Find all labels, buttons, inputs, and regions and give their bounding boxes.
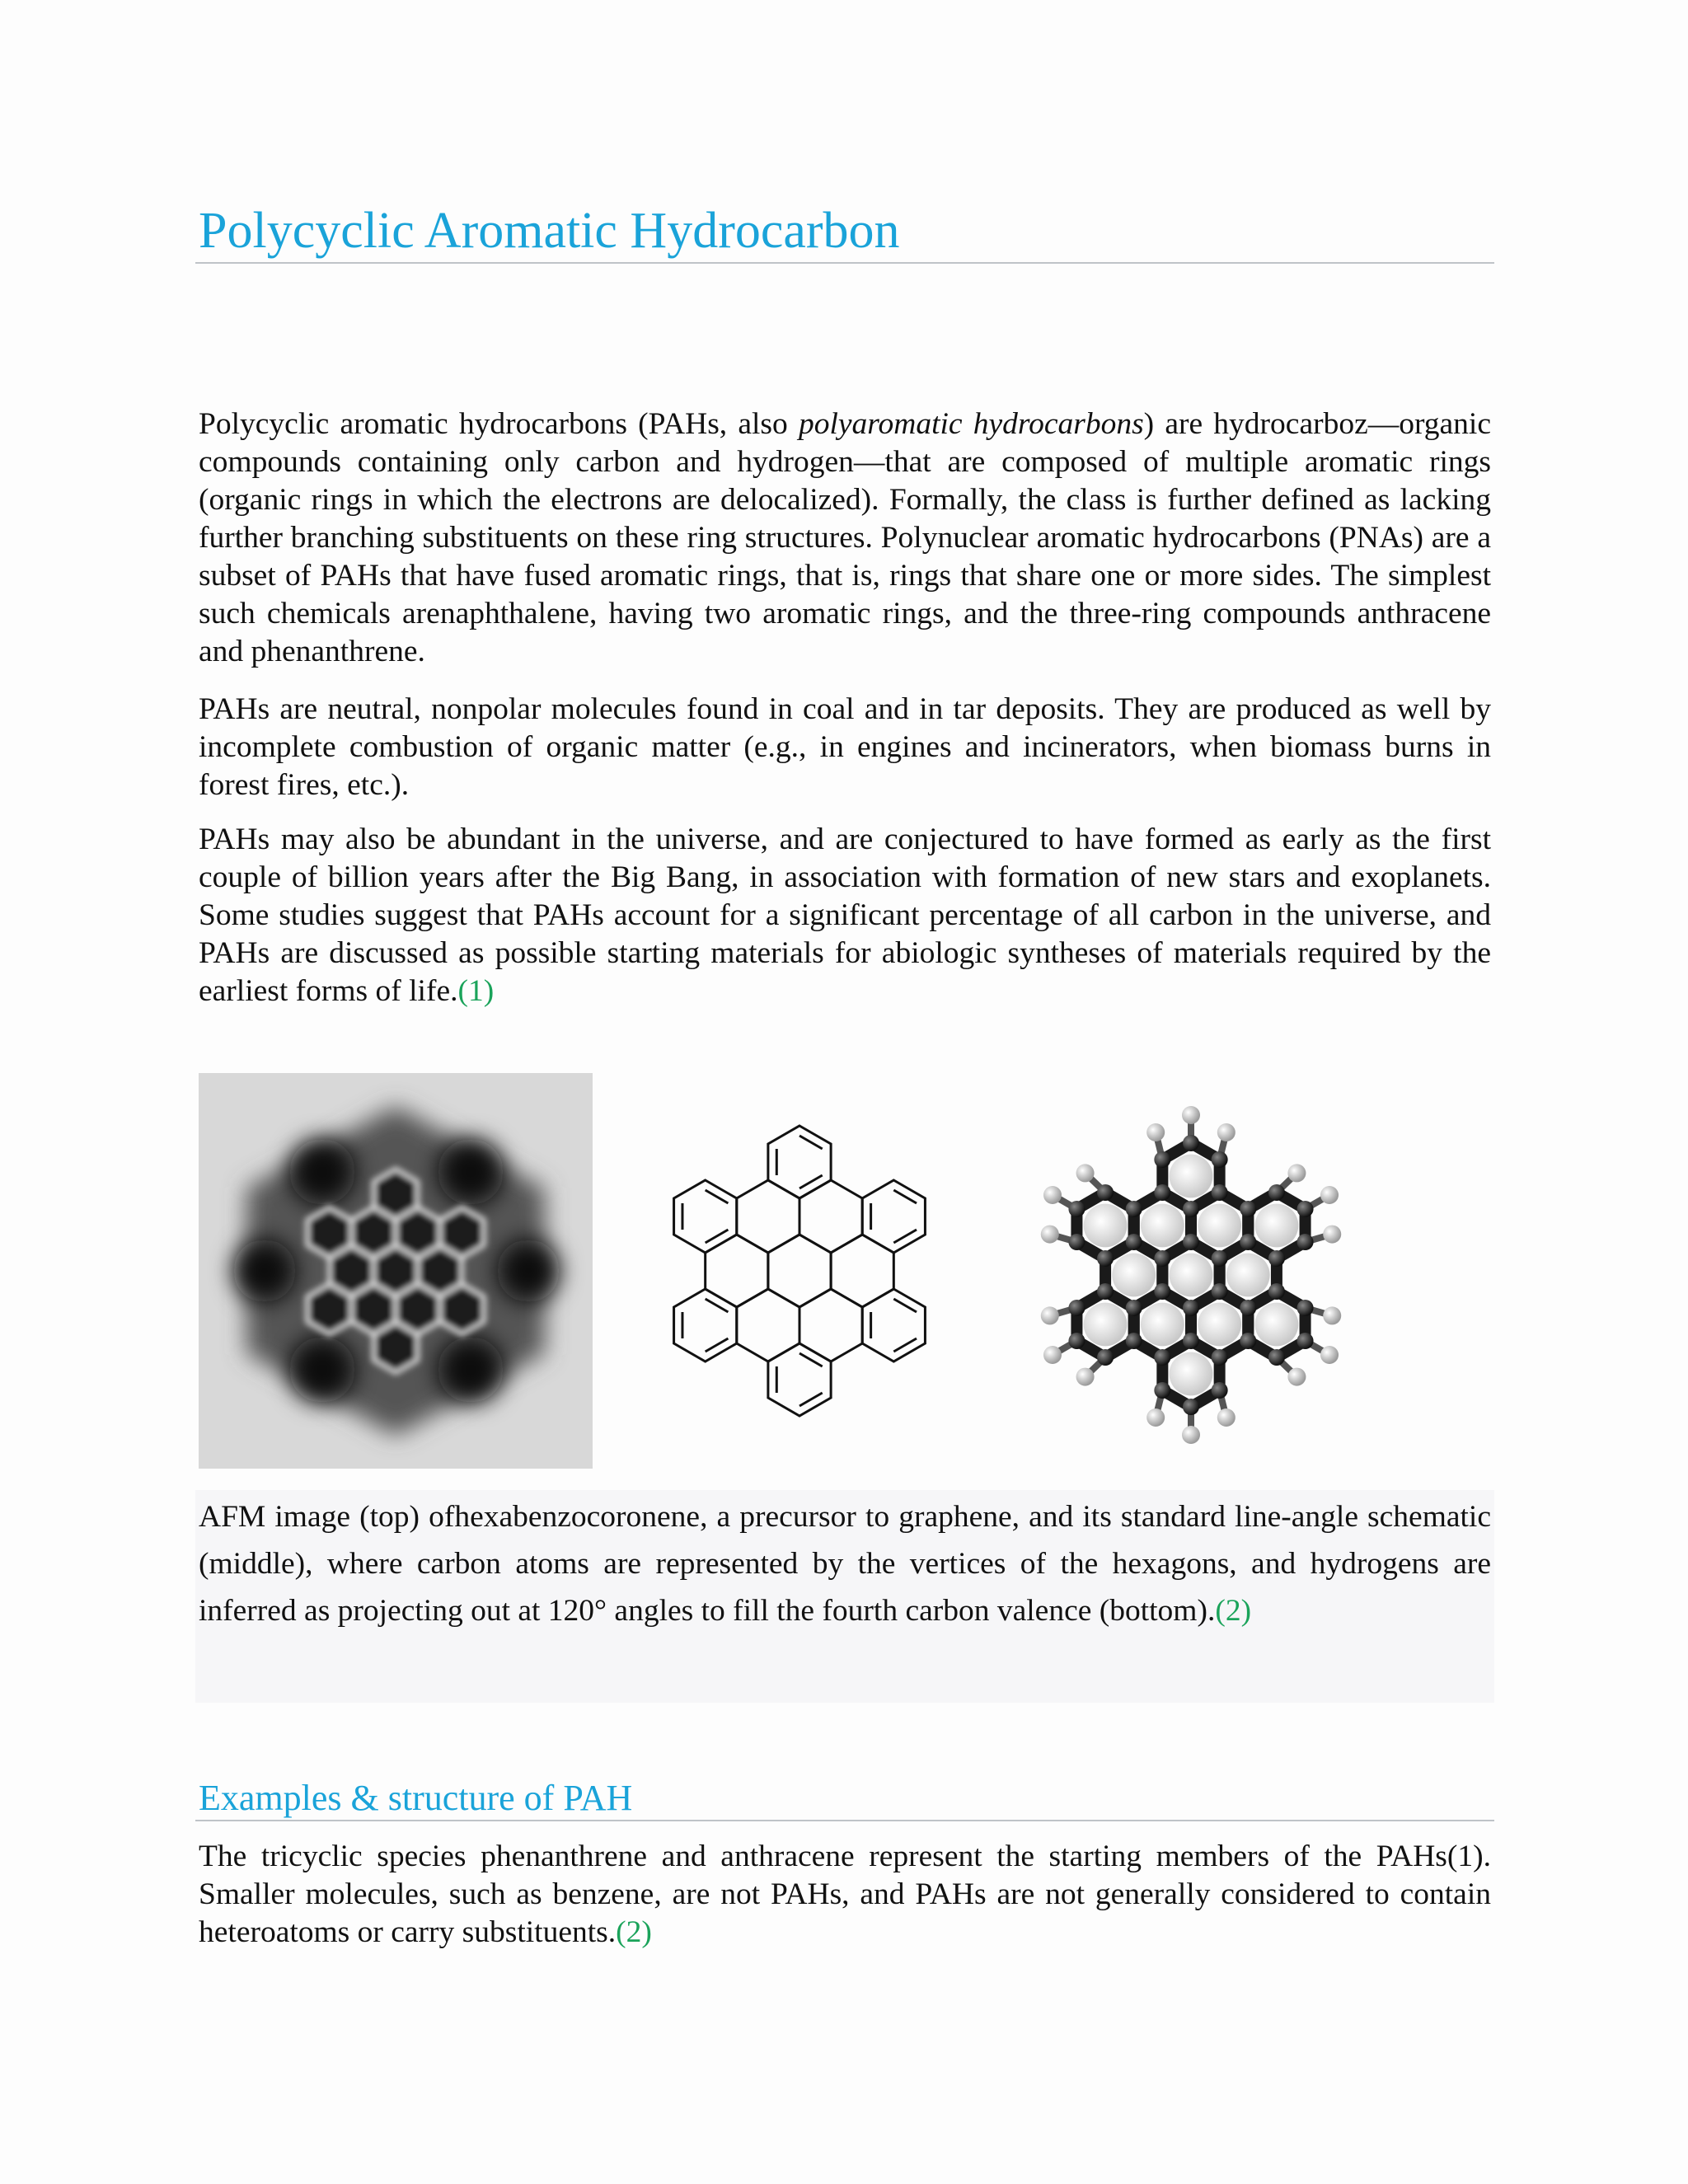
carbon-atom xyxy=(1268,1349,1285,1366)
carbon-atom xyxy=(1240,1234,1256,1250)
carbon-atom xyxy=(1126,1300,1142,1316)
intro-paragraph-1 xyxy=(199,405,1491,671)
intro-paragraph-3 xyxy=(199,821,1491,1010)
ball-and-stick-model xyxy=(997,1073,1385,1469)
carbon-atom xyxy=(1297,1201,1314,1217)
ring-hole xyxy=(1084,1303,1128,1347)
carbon-atom xyxy=(1268,1184,1285,1201)
carbon-atom xyxy=(1212,1151,1228,1168)
hydrogen-atom xyxy=(1217,1123,1236,1141)
hydrogen-atom xyxy=(1043,1186,1062,1204)
reference-link-2[interactable]: (2) xyxy=(1215,1594,1252,1628)
section-paragraph xyxy=(199,1838,1491,1952)
afm-ring xyxy=(307,1207,352,1258)
ring-hole xyxy=(1198,1204,1241,1248)
hydrogen-atom xyxy=(1287,1368,1306,1386)
carbon-atom xyxy=(1183,1201,1199,1217)
carbon-atom xyxy=(1068,1333,1085,1349)
hydrogen-atom xyxy=(1182,1426,1200,1444)
hydrogen-atom xyxy=(1146,1123,1165,1141)
intro-p2-text: PAHs are neutral, nonpolar molecules found in coal and in tar deposits. They are produced as well by incomplete combustion of organic matter (e.g., in engines and incinerators, when biomass burns in forest fires, etc.). xyxy=(199,692,1491,802)
intro-p1-italic: polyaromatic hydrocarbons xyxy=(798,407,1144,441)
section-rule xyxy=(195,1820,1494,1821)
ring-hole xyxy=(1084,1204,1128,1248)
carbon-atom xyxy=(1212,1382,1228,1399)
ring-hole xyxy=(1255,1303,1299,1347)
reference-link-1[interactable]: (1) xyxy=(457,974,495,1008)
hydrogen-atom xyxy=(1146,1408,1165,1427)
carbon-atom xyxy=(1183,1234,1199,1250)
hydrogen-atom xyxy=(1041,1226,1059,1244)
hydrogen-atom xyxy=(1182,1106,1200,1124)
ring-hole xyxy=(1112,1254,1156,1297)
carbon-atom xyxy=(1183,1333,1199,1349)
hydrogen-atom xyxy=(1217,1408,1236,1427)
hydrogen-atom xyxy=(1287,1164,1306,1182)
carbon-atom xyxy=(1097,1283,1114,1300)
reference-link-3[interactable]: (2) xyxy=(616,1915,652,1949)
carbon-atom xyxy=(1268,1250,1285,1267)
ring-hole xyxy=(1170,1254,1213,1297)
intro-p3-text: PAHs may also be abundant in the universe, and are conjectured to have formed as early as the first couple of billion years after the Big Bang, in association with formation of new stars and exoplanets. Some studies suggest that PAHs account for a significant percentage of all carbon in the universe, and PAHs are discussed as possible starting materials for abiologic syntheses of materials required by the earliest forms of life. xyxy=(199,823,1491,1008)
carbon-atom xyxy=(1297,1333,1314,1349)
afm-ring xyxy=(373,1169,418,1220)
carbon-atom xyxy=(1154,1151,1170,1168)
line-ring xyxy=(737,1180,799,1253)
ring-hole xyxy=(1141,1303,1184,1347)
ring-hole xyxy=(1141,1204,1184,1248)
line-ring xyxy=(831,1235,893,1307)
line-angle-schematic xyxy=(635,1073,964,1469)
carbon-atom xyxy=(1068,1300,1085,1316)
carbon-atom xyxy=(1068,1234,1085,1250)
hydrogen-atom xyxy=(1043,1346,1062,1364)
intro-p1-text-b: ) are hydrocarboz—organic compounds containing only carbon and hydrogen—that are composed of multiple aromatic rings (organic rings in which the electrons are delocalized). Formally, the class is further defined as lacking further branching substituents on these ring structures. Polynuclear aromatic hydrocarbons (PNAs) are a subset of PAHs that have fused aromatic rings, that is, rings that share one or more sides. The simplest such chemicals arenaphthalene, having two aromatic rings, and the three-ring compounds anthracene and phenanthrene. xyxy=(199,407,1491,668)
carbon-atom xyxy=(1297,1300,1314,1316)
carbon-atom xyxy=(1183,1399,1199,1415)
line-ring xyxy=(799,1289,862,1361)
carbon-atom xyxy=(1097,1349,1114,1366)
carbon-atom xyxy=(1240,1333,1256,1349)
hydrogen-atom xyxy=(1076,1164,1095,1182)
ring-hole xyxy=(1255,1204,1299,1248)
hydrogen-atom xyxy=(1076,1368,1095,1386)
carbon-atom xyxy=(1126,1234,1142,1250)
carbon-atom xyxy=(1097,1184,1114,1201)
carbon-atom xyxy=(1183,1300,1199,1316)
afm-ring xyxy=(440,1284,485,1335)
carbon-atom xyxy=(1154,1250,1170,1267)
carbon-atom xyxy=(1068,1201,1085,1217)
line-ring xyxy=(768,1235,831,1307)
ring-hole xyxy=(1170,1155,1213,1198)
afm-image xyxy=(199,1073,593,1469)
carbon-atom xyxy=(1126,1333,1142,1349)
figure-caption xyxy=(199,1493,1491,1634)
carbon-atom xyxy=(1268,1283,1285,1300)
figure-caption-text: AFM image (top) ofhexabenzocoronene, a precursor to graphene, and its standard line-angle schematic (middle), where carbon atoms are represented by the vertices of the hexagons, and hydrogens are inferred as projecting out at 120° angles to fill the fourth carbon valence (bottom). xyxy=(199,1500,1491,1628)
carbon-atom xyxy=(1212,1250,1228,1267)
hydrogen-atom xyxy=(1041,1306,1059,1324)
line-ring xyxy=(799,1180,862,1253)
section-heading: Examples & structure of PAH xyxy=(199,1778,633,1818)
title-rule xyxy=(195,262,1494,264)
carbon-atom xyxy=(1126,1201,1142,1217)
carbon-atom xyxy=(1212,1184,1228,1201)
carbon-atom xyxy=(1297,1234,1314,1250)
carbon-atom xyxy=(1240,1300,1256,1316)
carbon-atom xyxy=(1183,1135,1199,1151)
afm-ring xyxy=(373,1322,418,1373)
carbon-atom xyxy=(1154,1349,1170,1366)
carbon-atom xyxy=(1212,1283,1228,1300)
section-text: The tricyclic species phenanthrene and anthracene represent the starting members of the PAHs(1). Smaller molecules, such as benzene, are not PAHs, and PAHs are not generally considered to contain heteroatoms or carry substituents. xyxy=(199,1840,1491,1949)
afm-ring xyxy=(307,1284,352,1335)
intro-paragraph-2 xyxy=(199,691,1491,804)
carbon-atom xyxy=(1212,1349,1228,1366)
ring-hole xyxy=(1170,1352,1213,1396)
hydrogen-atom xyxy=(1320,1186,1339,1204)
afm-ring xyxy=(440,1207,485,1258)
carbon-atom xyxy=(1097,1250,1114,1267)
hydrogen-atom xyxy=(1323,1306,1341,1324)
page-title: Polycyclic Aromatic Hydrocarbon xyxy=(199,203,900,259)
ring-hole xyxy=(1226,1254,1270,1297)
carbon-atom xyxy=(1154,1283,1170,1300)
carbon-atom xyxy=(1240,1201,1256,1217)
line-ring xyxy=(706,1235,768,1307)
hydrogen-atom xyxy=(1323,1226,1341,1244)
ring-hole xyxy=(1198,1303,1241,1347)
hydrogen-atom xyxy=(1320,1346,1339,1364)
carbon-atom xyxy=(1154,1382,1170,1399)
intro-p1-text-a: Polycyclic aromatic hydrocarbons (PAHs, also xyxy=(199,407,799,441)
carbon-atom xyxy=(1154,1184,1170,1201)
line-ring xyxy=(737,1289,799,1361)
